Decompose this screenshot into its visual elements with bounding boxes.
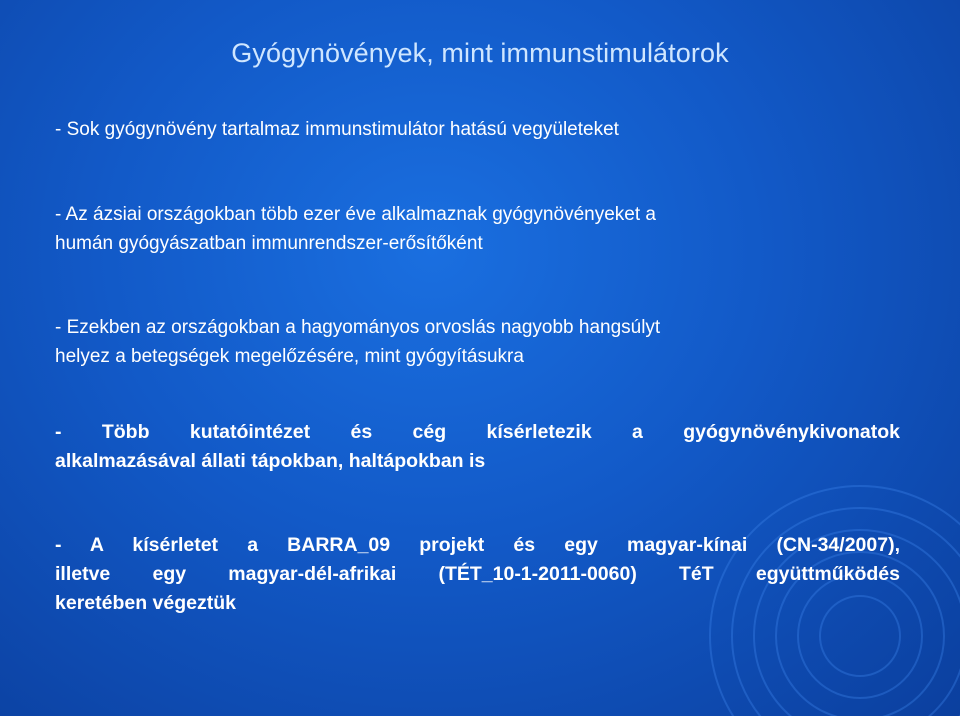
bullet-paragraph-2 (55, 200, 900, 258)
bullet-5-line-3: keretében végeztük (55, 592, 236, 614)
bullet-paragraph-4 (55, 418, 900, 476)
bullet-1-line-1: - Sok gyógynövény tartalmaz immunstimulátor hatású vegyületeket (55, 119, 619, 140)
bullet-5-line-1: - A kísérletet a BARRA_09 projekt és egy magyar-kínai (CN-34/2007), (55, 534, 900, 556)
bullet-2-line-1: - Az ázsiai országokban több ezer éve alkalmaznak gyógynövényeket a (55, 204, 656, 225)
bullet-4-line-2: alkalmazásával állati tápokban, haltápokban is (55, 450, 486, 472)
slide-title: Gyógynövények, mint immunstimulátorok (231, 38, 729, 68)
bullet-paragraph-1 (55, 115, 900, 144)
bullet-2-line-2: humán gyógyászatban immunrendszer-erősítőként (55, 233, 483, 254)
bullet-4-line-1: - Több kutatóintézet és cég kísérletezik a gyógynövénykivonatok (55, 421, 900, 443)
bullet-5-line-2: illetve egy magyar-dél-afrikai (TÉT_10-1-2011-0060) TéT együttműködés (55, 563, 900, 585)
bullet-paragraph-5 (55, 531, 900, 618)
bullet-3-line-1: - Ezekben az országokban a hagyományos orvoslás nagyobb hangsúlyt (55, 317, 661, 338)
bullet-paragraph-3 (55, 313, 900, 371)
bullet-3-line-2: helyez a betegségek megelőzésére, mint gyógyításukra (55, 346, 524, 367)
